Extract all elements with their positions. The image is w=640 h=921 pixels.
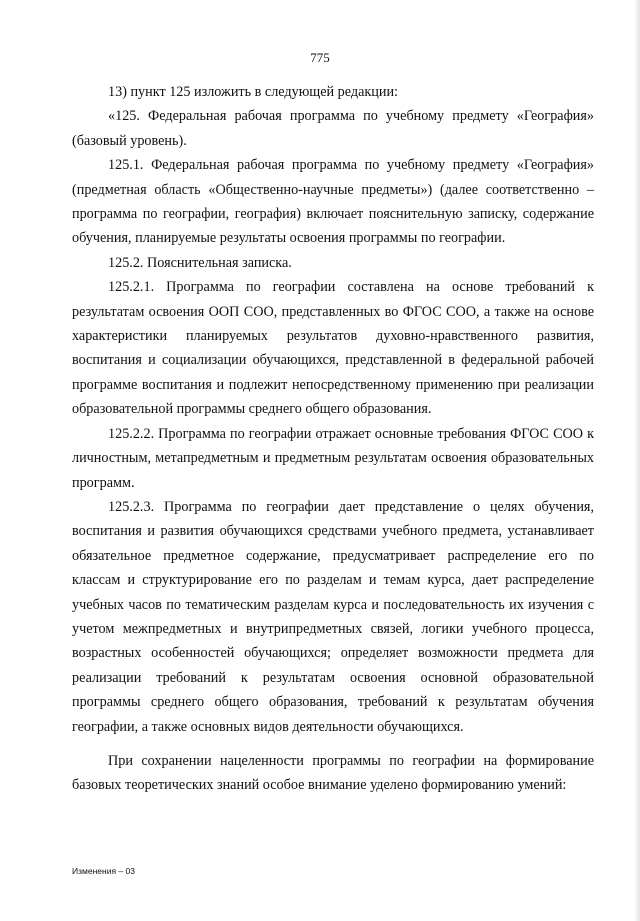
paragraph-skills-intro: При сохранении нацеленности программы по географии на формирование базовых теоретических знаний особое внимание уделено формированию умений: <box>72 752 594 794</box>
paragraph-125-2-3: 125.2.3. Программа по географии дает представление о целях обучения, воспитания и развития обучающихся средствами учебного предмета, устанавливает обязательное предметное содержание, предусматривает распределение его по классам и структурирование его по разделам и темам курса, дает распределение учебных часов по тематическим разделам курса и последовательность их изучения с учетом межпредметных и внутрипредметных связей, логики учебного процесса, возрастных особенностей обучающихся; определяет возможности предмета для реализации требований к результатам освоения основной образовательной программы среднего общего образования, требований к результатам обучения географии, а также основных видов деятельности обучающихся. <box>72 498 594 735</box>
paragraph-125-2-1: 125.2.1. Программа по географии составлена на основе требований к результатам освоения ООП СОО, представленных во ФГОС СОО, а также на основе характеристики планируемых результатов духовно-нравственного развития, воспитания и социализации обучающихся, представленной в федеральной рабочей программе воспитания и подлежит непосредственному применению при реализации образовательной программы среднего общего образования. <box>72 279 594 418</box>
page-number: 775 <box>310 50 330 65</box>
paragraph-section-125-title: «125. Федеральная рабочая программа по учебному предмету «География» (базовый уровень). <box>72 108 594 149</box>
paragraph-125-2-2: 125.2.2. Программа по географии отражает основные требования ФГОС СОО к личностным, метапредметным и предметным результатам освоения образовательных программ. <box>72 425 594 491</box>
paragraph-125-1: 125.1. Федеральная рабочая программа по учебному предмету «География» (предметная область «Общественно-научные предметы») (далее соответственно – программа по географии, география) включает пояснительную записку, содержание обучения, планируемые результаты освоения программы по географии. <box>72 157 594 247</box>
footer-revision-note: Изменения – 03 <box>72 866 135 876</box>
paragraph-125-2-heading: 125.2. Пояснительная записка. <box>108 254 292 271</box>
page-edge-shadow <box>634 0 640 921</box>
document-body <box>72 80 594 798</box>
paragraph-amendment-intro: 13) пункт 125 изложить в следующей редакции: <box>108 84 398 100</box>
